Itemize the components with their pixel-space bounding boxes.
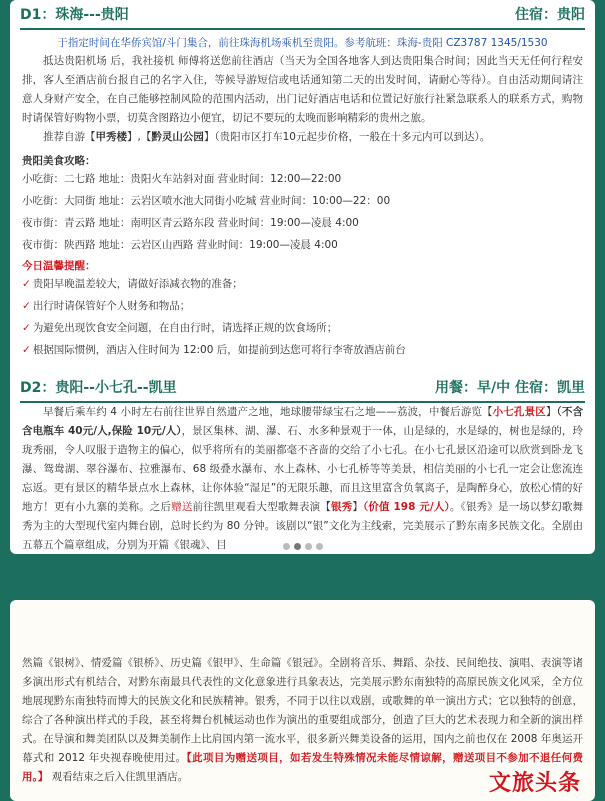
food-item: 小吃街：大同街 地址：云岩区喷水池大同街小吃城 营业时间：10:00—22：00 [22, 195, 391, 207]
day1-flight-line: 于指定时间在华侨宾馆/斗门集合，前往珠海机场乘机至贵阳。参考航班：珠海-贵阳 CZ3787 1345/1530 [57, 37, 548, 49]
day1-recommend: 推荐自游【甲秀楼】,【黔灵山公园】（贵阳市区打车10元起步价格，一般在十多元内可以到达）。 [43, 131, 491, 143]
day1-stay: 住宿：贵阳 [515, 7, 585, 23]
check-icon: ✓ [22, 344, 31, 356]
food-item: 小吃街：二七路 地址：贵阳火车站斜对面 营业时间：12:00—22:00 [22, 173, 342, 185]
day1-intro: 抵达贵阳机场 后，我社接机 师傅将送您前往酒店（当天为全国各地客人到达贵阳集合时间；因此当天无任何行程安排，客人至酒店前台报自己的名字入住，等候导游短信或电话通知第二天的出发时间，请耐心等待）。自由活动期间请注意人身财产安全，在自己能够控制风险的范围内活动，出门记好酒店电话和位置记好旅行社紧急联系人的联系方式，购物时请保管好购物小票，切莫含图路边小便宜，切记不要玩的太晚而影响精彩的贵州之旅。 [22, 55, 583, 124]
section2-body: 然篇《银树》、情爱篇《银桥》、历史篇《银甲》、生命篇《银冠》。全剧将音乐、舞蹈、杂技、民间绝技、演唱、表演等诸多演出形式有机结合，对黔东南最具代表性的文化意象进行具象表达，完美展示黔东南独特的高原民族文化风采，全方位地展现黔东南独特而博大的民族文化和民族精神。银秀，不同于以往以戏剧，或歌舞的单一演出方式；它以独特的创意，综合了各种演出样式的手段，甚至将舞台机械运动也作为演出的重要组成部分，创造了巨大的艺术表现力和全新的演出样式。在导演和舞美团队以及舞美制作上比肩国内第一流水平，很多新兴舞美设备的运用，国内之前也仅在 2008 年奥运开幕式和 2012 年央视春晚使用过。【此项目为赠送项目，如若发生特殊情况未能尽情谅解，赠送项目不参加不退任何费用。】 观看结束之后入住凯里酒店。 [22, 657, 584, 783]
itinerary-card-2 [10, 600, 595, 801]
tips-title: 今日温馨提醒： [22, 260, 96, 272]
page-dot[interactable] [316, 543, 323, 550]
tip-item: ✓ 贵阳早晚温差较大，请做好添减衣物的准备； [22, 278, 243, 290]
day2-header [20, 373, 585, 403]
day1-header [20, 0, 585, 30]
check-icon: ✓ [22, 322, 31, 334]
day2-meals-stay: 用餐：早/中 住宿：凯里 [435, 380, 585, 396]
check-icon: ✓ [22, 278, 31, 290]
tip-item: ✓ 为避免出现饮食安全问题，在自由行时，请选择正规的饮食场所； [22, 322, 338, 334]
page-dot-active[interactable] [294, 543, 301, 550]
food-item: 夜市街：陕西路 地址：云岩区山西路 营业时间：19:00—凌晨 4:00 [22, 239, 338, 251]
page-dot[interactable] [283, 543, 290, 550]
food-guide-title: 贵阳美食攻略： [22, 155, 96, 167]
food-item: 夜市街：青云路 地址：南明区青云路东段 营业时间：19:00—凌晨 4:00 [22, 217, 359, 229]
day2-body: 早餐后乘车约 4 小时左右前往世界自然遗产之地，地球腰带绿宝石之地——荔波，中餐后游览【小七孔景区】（不含含电瓶车 40元/人,保险 10元/人），景区集林、湖、瀑、石、水多种景观于一体，山是绿的，水是绿的，树也是绿的，玲珑秀丽，令人叹服于造物主的偏心，似乎将所有的美丽都毫不吝啬的交给了小七孔。在小七孔景区沿途可以欣赏到卧龙飞瀑、鸳鸯湖、翠谷瀑布、拉雅瀑布、68 级叠水瀑布、水上森林、小七孔桥等等美景，相信美丽的小七孔一定会让您流连忘返。更有景区的精华景点水上森林，让你体验“湿足”的无限乐趣，而且这里富含负氧离子，是陶醉身心，放松心情的好地方！更有小九寨的美称。之后赠送前往凯里观看大型歌舞表演【银秀】（价值 198 元/人）。《银秀》是一场以梦幻歌舞秀为主的大型现代室内舞台剧，总时长约为 80 分钟。该剧以“银”文化为主线索，完美展示了黔东南多民族文化。全剧由五幕五个篇章组成，分别为开篇《银魂》、目 [22, 406, 584, 551]
day1-route: D1：珠海---贵阳 [20, 7, 129, 23]
tip-item: ✓ 出行时请保管好个人财务和物品； [22, 300, 191, 312]
check-icon: ✓ [22, 300, 31, 312]
page-indicator[interactable] [10, 543, 595, 550]
page-dot[interactable] [305, 543, 312, 550]
itinerary-card-1 [10, 0, 595, 554]
watermark-logo: 文旅头条 [488, 771, 581, 796]
day2-route: D2：贵阳--小七孔--凯里 [20, 380, 177, 396]
tip-item: ✓ 根据国际惯例，酒店入住时间为 12:00 后，如提前到达您可将行李寄放酒店前台 [22, 344, 406, 356]
